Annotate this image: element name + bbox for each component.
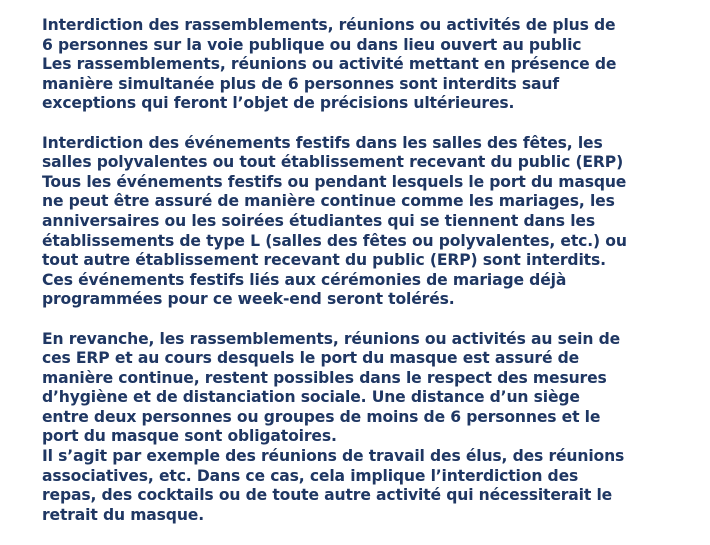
text-line: exceptions qui feront l’objet de précisions ultérieures.	[42, 94, 515, 113]
text-line: tout autre établissement recevant du public (ERP) sont interdits.	[42, 251, 606, 270]
paragraph-exceptions	[42, 330, 682, 526]
text-line: salles polyvalentes ou tout établissement recevant du public (ERP)	[42, 153, 624, 172]
text-line: associatives, etc. Dans ce cas, cela implique l’interdiction des	[42, 466, 579, 485]
text-line: ces ERP et au cours desquels le port du masque est assuré de	[42, 349, 580, 368]
text-line: 6 personnes sur la voie publique ou dans lieu ouvert au public	[42, 35, 582, 54]
text-line: En revanche, les rassemblements, réunions ou activités au sein de	[42, 329, 621, 348]
text-line: manière continue, restent possibles dans le respect des mesures	[42, 368, 607, 387]
text-line: Interdiction des événements festifs dans les salles des fêtes, les	[42, 133, 603, 152]
text-line: Ces événements festifs liés aux cérémonies de mariage déjà	[42, 270, 567, 289]
text-line: Tous les événements festifs ou pendant lesquels le port du masque	[42, 172, 627, 191]
text-line: anniversaires ou les soirées étudiantes qui se tiennent dans les	[42, 211, 595, 230]
text-line: Interdiction des rassemblements, réunions ou activités de plus de	[42, 16, 616, 34]
text-line: entre deux personnes ou groupes de moins de 6 personnes et le	[42, 407, 601, 426]
text-line: manière simultanée plus de 6 personnes sont interdits sauf	[42, 74, 559, 93]
paragraph-gatherings	[42, 16, 682, 114]
text-line: programmées pour ce week-end seront tolérés.	[42, 290, 455, 309]
text-line: ne peut être assuré de manière continue comme les mariages, les	[42, 192, 615, 211]
text-line: d’hygiène et de distanciation sociale. Une distance d’un siège	[42, 388, 580, 407]
text-line: port du masque sont obligatoires.	[42, 427, 337, 446]
text-line: repas, des cocktails ou de toute autre activité qui nécessiterait le	[42, 486, 613, 505]
text-line: établissements de type L (salles des fêtes ou polyvalentes, etc.) ou	[42, 231, 627, 250]
document-body	[42, 16, 682, 545]
text-line: Les rassemblements, réunions ou activité mettant en présence de	[42, 55, 617, 74]
text-line: Il s’agit par exemple des réunions de travail des élus, des réunions	[42, 447, 625, 466]
text-line: retrait du masque.	[42, 505, 204, 524]
paragraph-festive-events	[42, 134, 682, 310]
